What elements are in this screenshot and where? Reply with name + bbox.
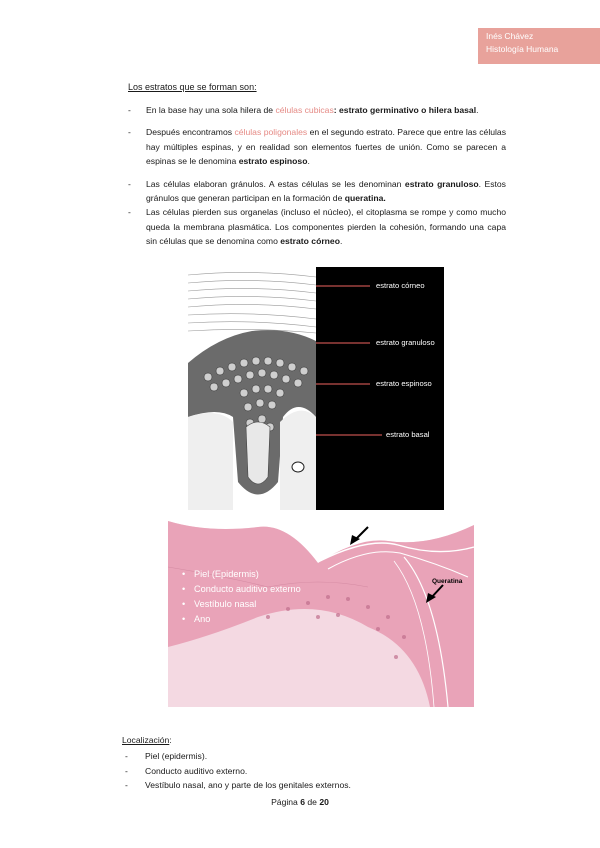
list-item: - Después encontramos células poligonales en el segundo estrato. Parece que entre las células hay múltiples espinas, y en realidad son elementos fuertes de unión. Como se parecen a espinas se le denomina estrato espinoso. [128,127,506,167]
location-list [125,749,351,793]
list-vestibulo: Vestíbulo nasal [194,599,257,609]
section-title: Los estratos que se forman son: [128,82,257,92]
list-item: - Piel (epidermis). [125,751,208,761]
list-conducto: Conducto auditivo externo [194,584,301,594]
label-queratina: Queratina [432,578,463,585]
label-estrato-espinoso: estrato espinoso [376,379,432,388]
label-estrato-basal: estrato basal [386,430,430,439]
header-box [478,28,600,64]
svg-text:•: • [182,569,186,579]
svg-text:•: • [182,599,186,609]
label-estrato-granuloso: estrato granuloso [376,338,435,347]
header-subject: Histología Humana [486,44,559,54]
list-item: - Vestíbulo nasal, ano y parte de los genitales externos. [125,780,351,790]
list-item: - Las células pierden sus organelas (incluso el núcleo), el citoplasma se rompe y como mucho queda la membrana plasmática. Los componentes pierden la cohesión, formando una capa sin células que se denomina como estrato córneo. [128,207,506,247]
svg-text:•: • [182,614,186,624]
strata-list [128,103,506,257]
list-ano: Ano [194,614,211,624]
location-title: Localización: [122,735,172,745]
epidermis-diagram [188,267,444,510]
list-item: - Conducto auditivo externo. [125,765,248,776]
list-item: - En la base hay una sola hilera de células cubicas: estrato germinativo o hilera basal. [128,105,479,115]
histology-photo [168,517,474,707]
svg-text:•: • [182,584,186,594]
label-estrato-corneo: estrato córneo [376,281,425,290]
page-footer: Página 6 de 20 [271,797,329,807]
list-piel: Piel (Epidermis) [194,569,259,579]
list-item: - Las células elaboran gránulos. A estas células se les denominan estrato granuloso. Estos gránulos que generan participan en la formación de queratina. [128,178,506,204]
header-author: Inés Chávez [486,31,534,41]
